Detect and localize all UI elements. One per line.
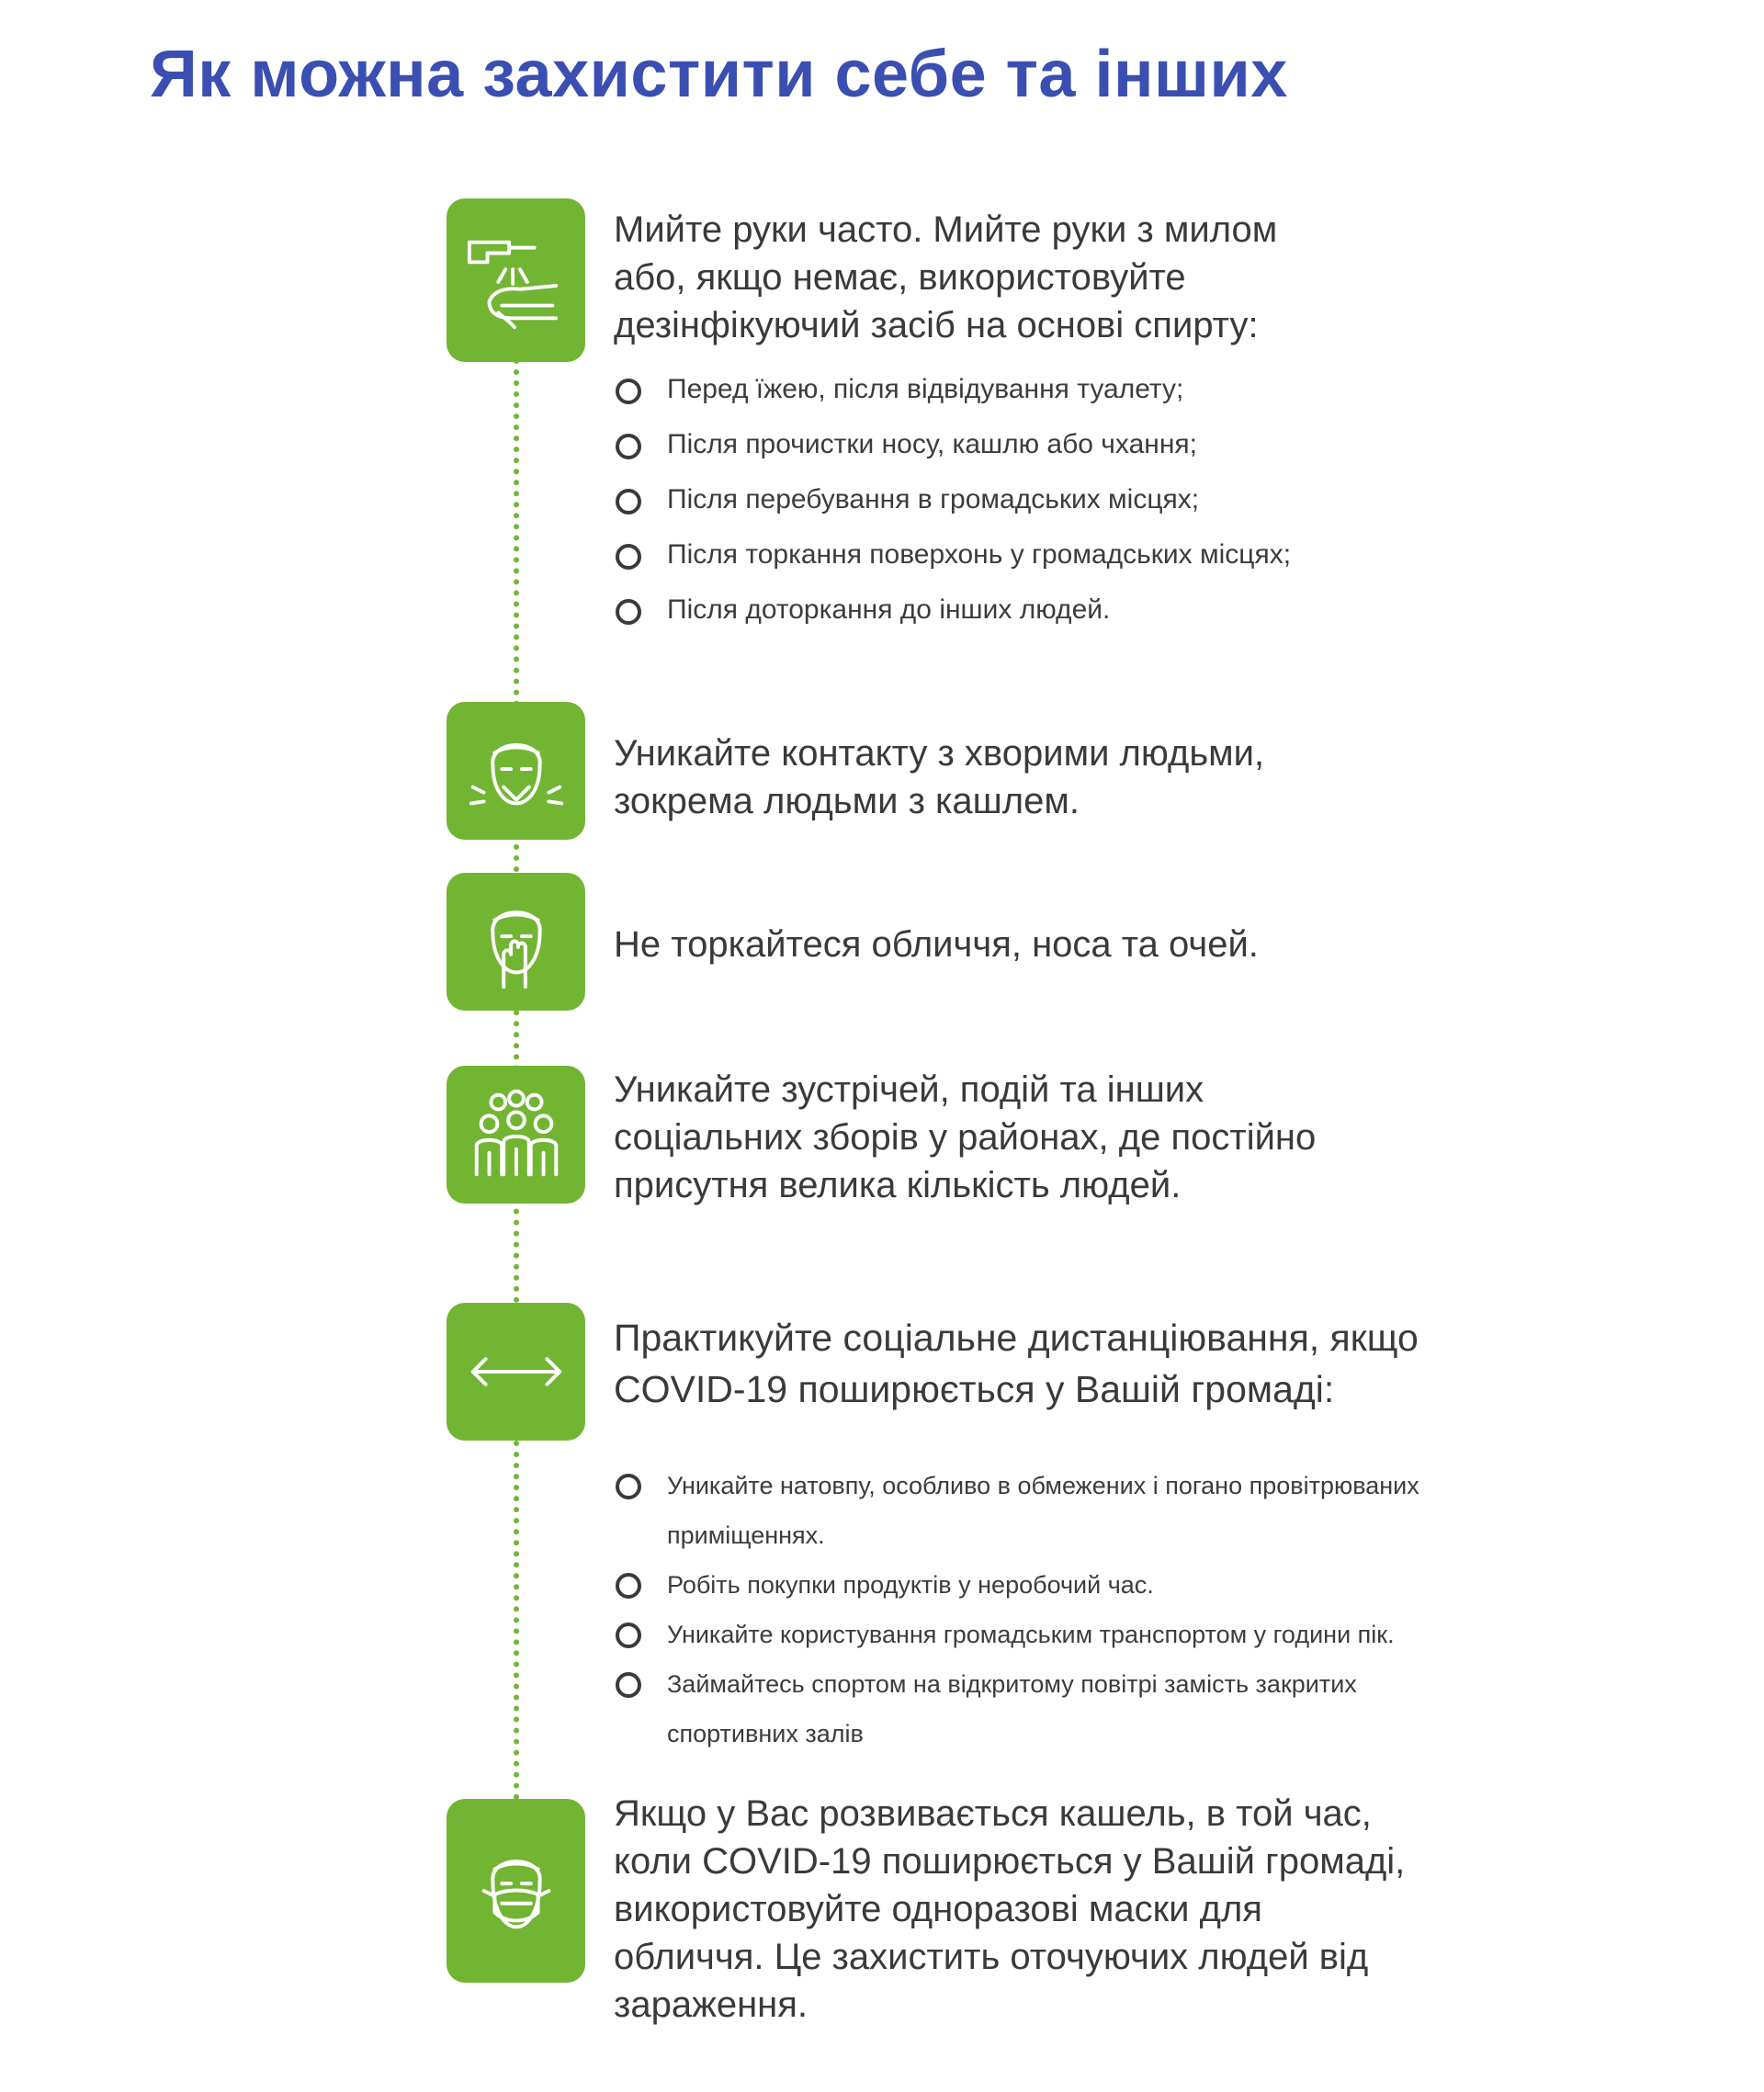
bullet-circle-icon <box>616 1573 641 1599</box>
list-item: Після торкання поверхонь у громадських місцях; <box>614 538 1291 594</box>
face-mask-icon <box>462 1837 571 1945</box>
page-title: Як можна захистити себе та інших <box>150 38 1288 111</box>
bullet-circle-icon <box>616 544 641 570</box>
crowd-icon-box <box>447 1066 585 1204</box>
section-4-text: Уникайте зустрічей, подій та інших соціальних зборів у районах, де постійно присутня велика кількість людей. <box>614 1069 1317 1205</box>
crowd-icon <box>462 1080 571 1189</box>
face-touch-icon-box <box>447 873 585 1011</box>
bullet-circle-icon <box>616 379 641 404</box>
bullet-circle-icon <box>616 489 641 515</box>
section-5-text: Практикуйте соціальне дистанціювання, якщо COVID-19 поширюється у Вашій громаді: <box>614 1317 1419 1410</box>
section-6-text: Якщо у Вас розвивається кашель, в той час, коли COVID-19 поширюється у Вашій громаді, використовуйте одноразові маски для обличчя. Це захистить оточуючих людей від зараження. <box>614 1793 1406 2025</box>
bullet-circle-icon <box>616 1474 641 1499</box>
hand-wash-icon <box>462 226 571 334</box>
list-item: Займайтесь спортом на відкритому повітрі замість закритих спортивних залів <box>614 1659 1439 1758</box>
section-1-text: Мийте руки часто. Мийте руки з милом або, якщо немає, використовуйте дезінфікуючий засіб на основі спирту: <box>614 209 1278 345</box>
face-mask-icon-box <box>447 1799 585 1983</box>
distance-arrow-icon <box>462 1317 571 1426</box>
bullet-circle-icon <box>616 434 641 459</box>
face-touch-icon <box>462 888 571 996</box>
list-item: Після перебування в громадських місцях; <box>614 483 1291 538</box>
section-3-text: Не торкайтеся обличчя, носа та очей. <box>614 924 1259 965</box>
list-item: Уникайте користування громадським транспортом у години пік. <box>614 1610 1439 1659</box>
hand-wash-icon-box <box>447 198 585 362</box>
bullet-circle-icon <box>616 1623 641 1648</box>
sneezing-person-icon <box>462 717 571 825</box>
distance-arrow-icon-box <box>447 1303 585 1441</box>
section-2-text: Уникайте контакту з хворими людьми, зокрема людьми з кашлем. <box>614 733 1265 821</box>
bullet-circle-icon <box>616 599 641 625</box>
list-item: Робіть покупки продуктів у неробочий час. <box>614 1560 1439 1610</box>
list-item: Перед їжею, після відвідування туалету; <box>614 373 1291 428</box>
bullet-circle-icon <box>616 1672 641 1698</box>
sneezing-person-icon-box <box>447 702 585 840</box>
list-item: Після доторкання до інших людей. <box>614 594 1291 649</box>
section-5-bullet-list <box>614 1461 1439 1758</box>
section-1-bullet-list <box>614 373 1291 649</box>
list-item: Уникайте натовпу, особливо в обмежених і погано провітрюваних приміщеннях. <box>614 1461 1439 1560</box>
list-item: Після прочистки носу, кашлю або чхання; <box>614 428 1291 483</box>
